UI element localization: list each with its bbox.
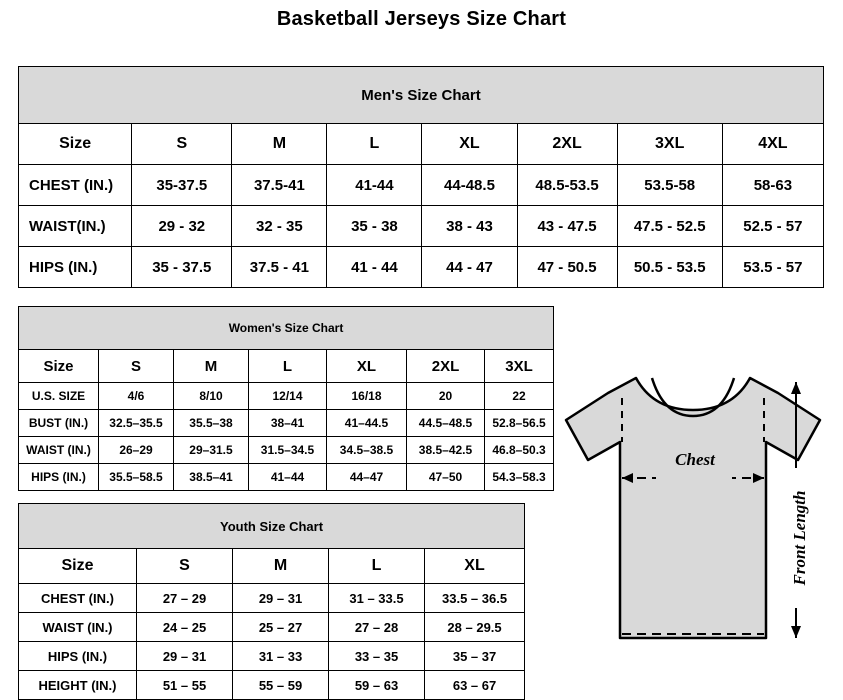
row-label: U.S. SIZE <box>19 383 99 410</box>
table-header-row <box>19 549 525 584</box>
table-cell: 44-48.5 <box>422 165 517 206</box>
table-cell: 38–41 <box>249 410 327 437</box>
table-cell: 37.5 - 41 <box>232 247 327 288</box>
table-cell: 28 – 29.5 <box>425 613 525 642</box>
youth-chart-title: Youth Size Chart <box>19 504 525 549</box>
table-cell: 32 - 35 <box>232 206 327 247</box>
table-cell: 44 - 47 <box>422 247 517 288</box>
table-cell: 33.5 – 36.5 <box>425 584 525 613</box>
row-label: HEIGHT (IN.) <box>19 671 137 700</box>
table-cell: 43 - 47.5 <box>517 206 617 247</box>
table-cell: 24 – 25 <box>137 613 233 642</box>
table-cell: 16/18 <box>327 383 407 410</box>
column-header: L <box>329 549 425 584</box>
table-cell: 32.5–35.5 <box>99 410 174 437</box>
table-cell: 35 – 37 <box>425 642 525 671</box>
column-header: 4XL <box>722 124 823 165</box>
table-cell: 41-44 <box>327 165 422 206</box>
table-header-row <box>19 124 824 165</box>
table-cell: 35 - 37.5 <box>132 247 232 288</box>
table-title-row <box>19 504 525 549</box>
table-cell: 31 – 33 <box>233 642 329 671</box>
table-cell: 29–31.5 <box>174 437 249 464</box>
column-header: S <box>132 124 232 165</box>
page-title: Basketball Jerseys Size Chart <box>276 8 567 30</box>
table-cell: 52.8–56.5 <box>485 410 554 437</box>
row-label: HIPS (IN.) <box>19 464 99 491</box>
row-label: WAIST (IN.) <box>19 437 99 464</box>
front-length-measure-label: Front Length <box>790 468 810 608</box>
table-cell: 47–50 <box>407 464 485 491</box>
column-header: 3XL <box>617 124 722 165</box>
column-header: 2XL <box>517 124 617 165</box>
table-cell: 37.5-41 <box>232 165 327 206</box>
column-header: Size <box>19 124 132 165</box>
table-cell: 51 – 55 <box>137 671 233 700</box>
table-cell: 35 - 38 <box>327 206 422 247</box>
table-cell: 35.5–58.5 <box>99 464 174 491</box>
table-title-row <box>19 67 824 124</box>
column-header: XL <box>327 350 407 383</box>
table-cell: 27 – 28 <box>329 613 425 642</box>
table-cell: 26–29 <box>99 437 174 464</box>
table-cell: 33 – 35 <box>329 642 425 671</box>
table-row <box>19 383 554 410</box>
table-cell: 41–44 <box>249 464 327 491</box>
table-cell: 31.5–34.5 <box>249 437 327 464</box>
column-header: L <box>249 350 327 383</box>
table-row <box>19 464 554 491</box>
row-label: BUST (IN.) <box>19 410 99 437</box>
table-cell: 55 – 59 <box>233 671 329 700</box>
table-row <box>19 642 525 671</box>
table-cell: 41 - 44 <box>327 247 422 288</box>
column-header: M <box>232 124 327 165</box>
mens-chart-title: Men's Size Chart <box>19 67 824 124</box>
table-cell: 63 – 67 <box>425 671 525 700</box>
table-cell: 29 – 31 <box>137 642 233 671</box>
column-header: XL <box>422 124 517 165</box>
table-header-row <box>19 350 554 383</box>
table-cell: 38 - 43 <box>422 206 517 247</box>
column-header: XL <box>425 549 525 584</box>
jersey-measurement-diagram <box>548 338 838 678</box>
table-cell: 53.5 - 57 <box>722 247 823 288</box>
table-cell: 47.5 - 52.5 <box>617 206 722 247</box>
column-header: 3XL <box>485 350 554 383</box>
table-cell: 58-63 <box>722 165 823 206</box>
table-cell: 50.5 - 53.5 <box>617 247 722 288</box>
table-cell: 29 - 32 <box>132 206 232 247</box>
column-header: M <box>174 350 249 383</box>
table-cell: 29 – 31 <box>233 584 329 613</box>
row-label: WAIST (IN.) <box>19 613 137 642</box>
table-cell: 35.5–38 <box>174 410 249 437</box>
column-header: Size <box>19 350 99 383</box>
row-label: WAIST(IN.) <box>19 206 132 247</box>
table-row <box>19 165 824 206</box>
column-header: Size <box>19 549 137 584</box>
table-cell: 54.3–58.3 <box>485 464 554 491</box>
row-label: CHEST (IN.) <box>19 165 132 206</box>
column-header: L <box>327 124 422 165</box>
table-cell: 25 – 27 <box>233 613 329 642</box>
chest-measure-label: Chest <box>658 450 732 470</box>
table-cell: 34.5–38.5 <box>327 437 407 464</box>
table-row <box>19 410 554 437</box>
table-cell: 35-37.5 <box>132 165 232 206</box>
table-cell: 59 – 63 <box>329 671 425 700</box>
table-cell: 53.5-58 <box>617 165 722 206</box>
table-cell: 31 – 33.5 <box>329 584 425 613</box>
column-header: 2XL <box>407 350 485 383</box>
table-cell: 44–47 <box>327 464 407 491</box>
table-row <box>19 671 525 700</box>
youth-size-chart-table <box>18 503 525 700</box>
table-row <box>19 613 525 642</box>
table-cell: 38.5–42.5 <box>407 437 485 464</box>
column-header: S <box>137 549 233 584</box>
table-cell: 44.5–48.5 <box>407 410 485 437</box>
table-cell: 22 <box>485 383 554 410</box>
table-cell: 46.8–50.3 <box>485 437 554 464</box>
table-cell: 20 <box>407 383 485 410</box>
table-cell: 8/10 <box>174 383 249 410</box>
table-cell: 41–44.5 <box>327 410 407 437</box>
womens-size-chart-table <box>18 306 554 491</box>
table-cell: 27 – 29 <box>137 584 233 613</box>
table-title-row <box>19 307 554 350</box>
mens-size-chart-table <box>18 66 824 288</box>
womens-chart-title: Women's Size Chart <box>19 307 554 350</box>
table-cell: 4/6 <box>99 383 174 410</box>
table-row <box>19 247 824 288</box>
table-cell: 12/14 <box>249 383 327 410</box>
table-cell: 47 - 50.5 <box>517 247 617 288</box>
table-cell: 52.5 - 57 <box>722 206 823 247</box>
row-label: HIPS (IN.) <box>19 642 137 671</box>
column-header: M <box>233 549 329 584</box>
row-label: CHEST (IN.) <box>19 584 137 613</box>
table-row <box>19 206 824 247</box>
column-header: S <box>99 350 174 383</box>
table-row <box>19 584 525 613</box>
table-cell: 38.5–41 <box>174 464 249 491</box>
row-label: HIPS (IN.) <box>19 247 132 288</box>
table-row <box>19 437 554 464</box>
table-cell: 48.5-53.5 <box>517 165 617 206</box>
